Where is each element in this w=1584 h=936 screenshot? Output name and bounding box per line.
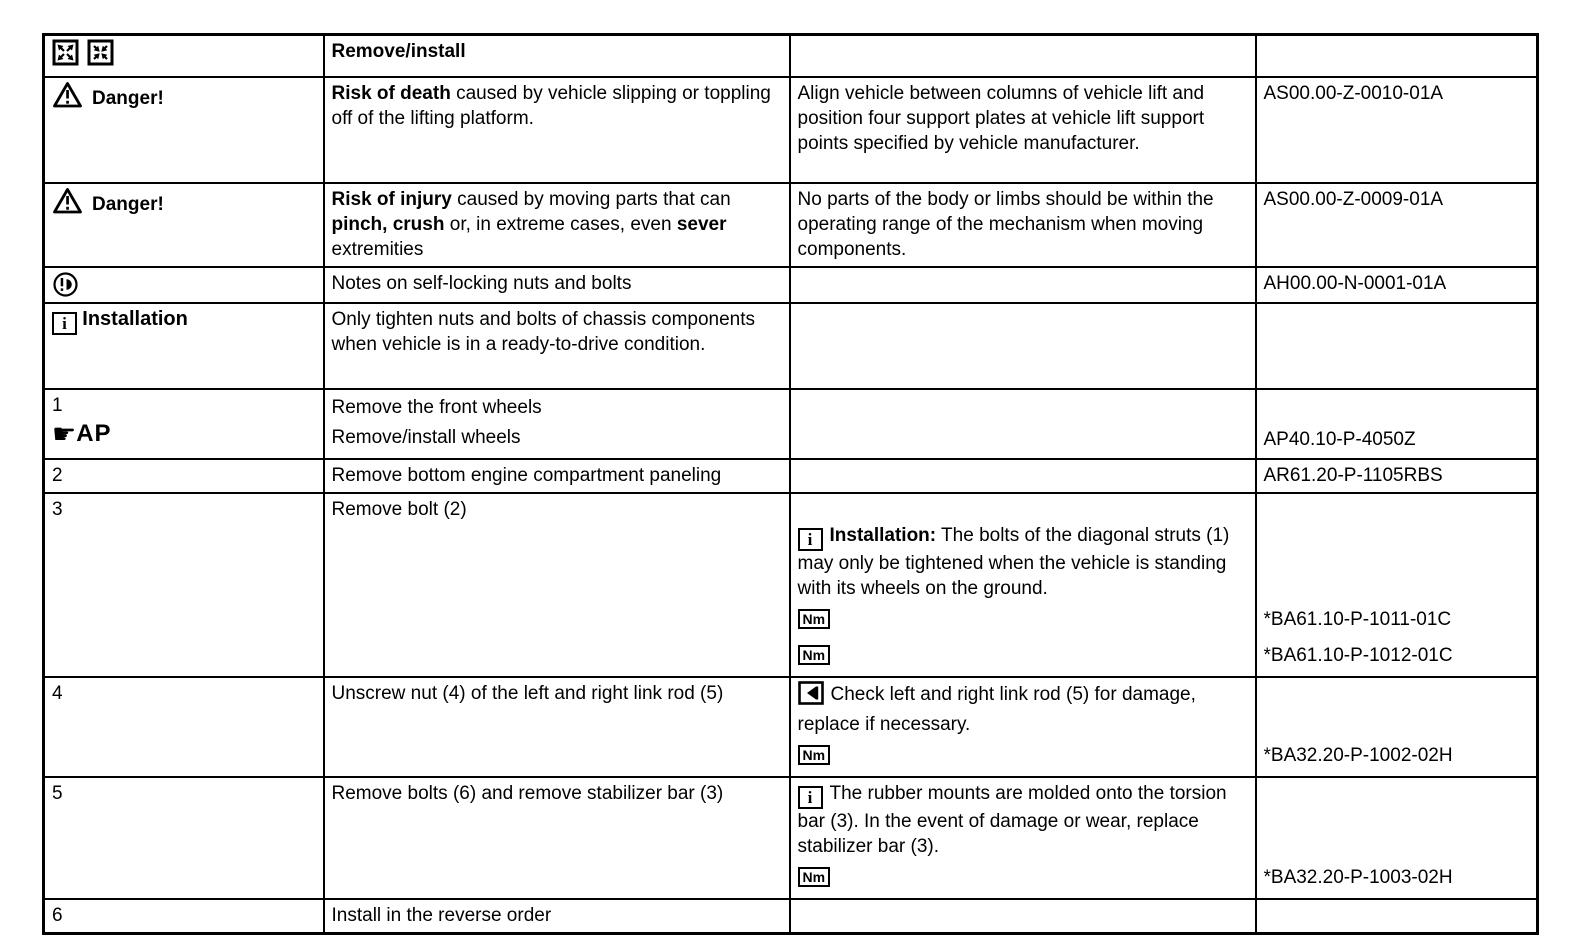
step-number: 2	[52, 465, 63, 486]
risk-text: extremities	[331, 239, 424, 260]
ap-label: AP	[76, 420, 112, 447]
info-icon: i	[798, 528, 823, 551]
table-row	[44, 459, 1538, 493]
note-bold: Installation:	[829, 525, 937, 546]
instruction-text: Notes on self-locking nuts and bolts	[331, 273, 632, 294]
table-row	[44, 777, 1538, 899]
step-number-cell	[44, 677, 324, 777]
note-cell	[790, 77, 1256, 183]
risk-text: caused by moving parts that can	[451, 189, 731, 210]
instruction-text: Install in the reverse order	[331, 905, 552, 926]
table-row	[44, 677, 1538, 777]
instruction-cell	[324, 183, 790, 267]
table-row	[44, 389, 1538, 459]
step-number-cell	[44, 389, 324, 459]
risk-text: caused by vehicle slipping or toppling off of the lifting platform.	[331, 83, 771, 129]
risk-text: or, in extreme cases, even	[444, 214, 677, 235]
note-cell	[790, 777, 1256, 899]
instruction-cell	[324, 777, 790, 899]
note-cell	[790, 677, 1256, 777]
nm-torque-icon: Nm	[798, 867, 831, 887]
step-number: 6	[52, 905, 63, 926]
risk-title: Risk of injury	[331, 189, 452, 210]
instruction-text: Unscrew nut (4) of the left and right link rod (5)	[331, 683, 724, 704]
instruction-cell	[324, 899, 790, 934]
header-icons-cell	[44, 35, 324, 78]
pointing-hand-icon: ☛	[52, 419, 77, 450]
doc-cell	[1256, 183, 1538, 267]
note-text: Check left and right link rod (5) for damage, replace if necessary.	[797, 684, 1196, 735]
info-note	[798, 781, 1249, 859]
danger-label-cell	[44, 183, 324, 267]
doc-cell	[1256, 267, 1538, 303]
table-row	[44, 303, 1538, 389]
instruction-text: Remove the front wheels	[331, 397, 542, 418]
instruction-cell	[324, 389, 790, 459]
danger-label: Danger!	[92, 88, 164, 109]
doc-link[interactable]: AS00.00-Z-0010-01A	[1263, 83, 1444, 104]
step-number-cell	[44, 493, 324, 677]
note-cell	[790, 493, 1256, 677]
danger-label: Danger!	[92, 194, 164, 215]
doc-cell	[1256, 493, 1538, 677]
nm-torque-icon: Nm	[798, 645, 831, 665]
self-locking-nut-icon	[52, 276, 79, 297]
header-title-cell	[324, 35, 790, 78]
instruction-link-text[interactable]: Remove/install wheels	[331, 427, 521, 448]
note-text: Align vehicle between columns of vehicle lift and position four support plates at vehicle lift support points specified by vehicle manufacturer.	[797, 83, 1205, 154]
info-icon: i	[798, 786, 823, 809]
note-text: The rubber mounts are molded onto the torsion bar (3). In the event of damage or wear, replace stabilizer bar (3).	[797, 783, 1227, 857]
risk-text-bold: sever	[676, 214, 727, 235]
warning-triangle-icon	[52, 187, 83, 222]
step-number-cell	[44, 899, 324, 934]
step-number: 5	[52, 783, 63, 804]
instruction-text: Remove bottom engine compartment paneling	[331, 465, 722, 486]
doc-cell	[1256, 677, 1538, 777]
doc-link[interactable]: *BA61.10-P-1011-01C	[1263, 608, 1452, 630]
doc-link[interactable]: *BA32.20-P-1002-02H	[1263, 744, 1453, 766]
step-number-cell	[44, 459, 324, 493]
installation-label: Installation	[82, 308, 188, 330]
risk-text-bold: pinch, crush	[331, 214, 445, 235]
instruction-text: Remove bolts (6) and remove stabilizer bar (3)	[331, 783, 724, 804]
procedure-table	[42, 33, 1539, 935]
doc-link[interactable]: AP40.10-P-4050Z	[1263, 429, 1416, 450]
visual-check-icon	[798, 681, 824, 712]
instruction-cell	[324, 493, 790, 677]
installation-note	[798, 523, 1249, 601]
step-number: 3	[52, 499, 63, 520]
danger-label-cell	[44, 77, 324, 183]
instruction-cell	[324, 303, 790, 389]
nm-torque-icon: Nm	[798, 745, 831, 765]
doc-cell	[1256, 77, 1538, 183]
warning-triangle-icon	[52, 81, 83, 116]
doc-link[interactable]: AR61.20-P-1105RBS	[1263, 465, 1443, 486]
table-row	[44, 267, 1538, 303]
note-text: No parts of the body or limbs should be within the operating range of the mechanism when moving components.	[797, 189, 1214, 260]
step-number: 1	[52, 395, 63, 416]
instruction-text: Only tighten nuts and bolts of chassis components when vehicle is in a ready-to-drive condition.	[331, 309, 756, 355]
table-row	[44, 77, 1538, 183]
expand-icon[interactable]	[52, 39, 79, 66]
doc-cell	[1256, 389, 1538, 459]
table-row	[44, 493, 1538, 677]
collapse-icon[interactable]	[87, 39, 114, 66]
instruction-text: Remove bolt (2)	[331, 499, 467, 520]
doc-cell	[1256, 459, 1538, 493]
instruction-cell	[324, 267, 790, 303]
instruction-cell	[324, 459, 790, 493]
doc-link[interactable]: *BA61.10-P-1012-01C	[1263, 644, 1453, 666]
table-row	[44, 183, 1538, 267]
note-cell	[790, 183, 1256, 267]
note-text: The bolts of the diagonal struts (1) may only be tightened when the vehicle is standing with its wheels on the ground.	[797, 525, 1230, 599]
instruction-cell	[324, 677, 790, 777]
risk-title: Risk of death	[331, 83, 451, 104]
instruction-cell	[324, 77, 790, 183]
step-number-cell	[44, 777, 324, 899]
installation-label-cell	[44, 303, 324, 389]
table-title: Remove/install	[331, 41, 466, 62]
step-number: 4	[52, 683, 63, 704]
doc-cell	[1256, 777, 1538, 899]
table-row	[44, 35, 1538, 78]
doc-link[interactable]: AS00.00-Z-0009-01A	[1263, 189, 1444, 210]
info-icon: i	[52, 312, 77, 335]
doc-link[interactable]: AH00.00-N-0001-01A	[1263, 273, 1447, 294]
check-note	[798, 681, 1249, 737]
doc-link[interactable]: *BA32.20-P-1003-02H	[1263, 866, 1453, 888]
icon-cell	[44, 267, 324, 303]
table-row	[44, 899, 1538, 934]
nm-torque-icon: Nm	[798, 609, 831, 629]
